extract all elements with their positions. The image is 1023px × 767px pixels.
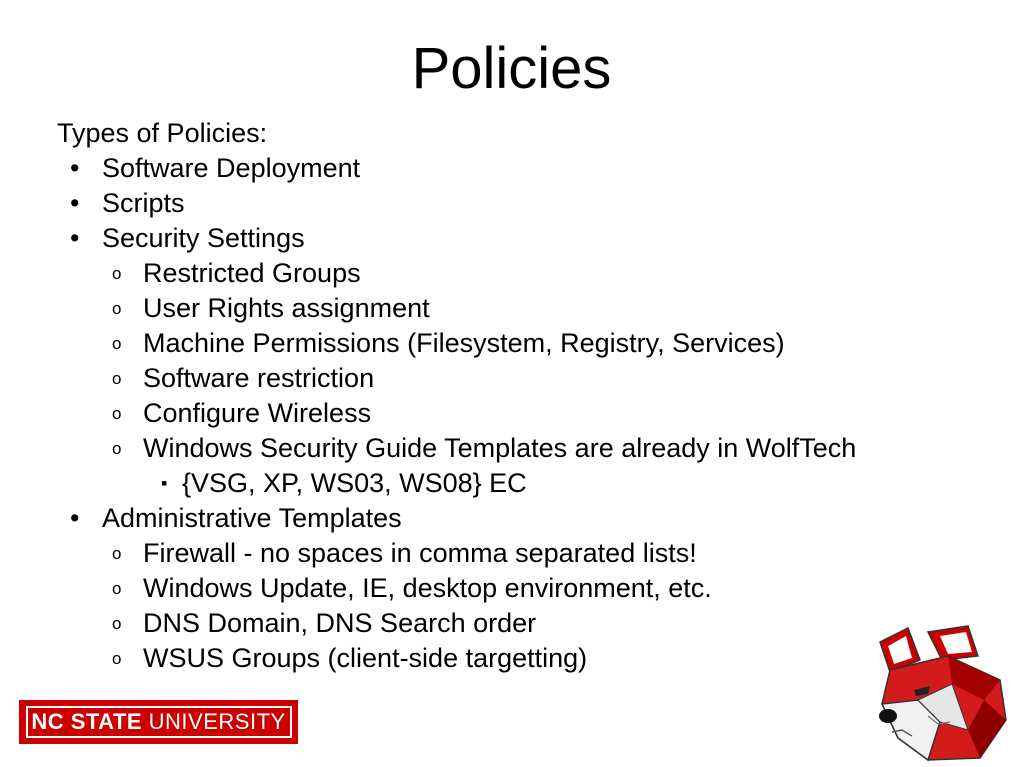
bullet-list <box>57 151 997 676</box>
list-item-text: Software restriction <box>143 363 375 393</box>
list-item-text: Scripts <box>102 188 185 218</box>
bullet-circle-icon: o <box>112 649 122 668</box>
list-item <box>57 641 997 676</box>
bullet-circle-icon: o <box>112 404 122 423</box>
logo-text-bold: NC STATE <box>31 709 143 734</box>
bullet-circle-icon: o <box>112 369 122 388</box>
list-item-text: DNS Domain, DNS Search order <box>143 608 537 638</box>
list-item <box>57 431 997 466</box>
bullet-dot-icon: • <box>70 153 80 183</box>
wolf-mascot-icon <box>868 620 1018 765</box>
list-item <box>57 221 997 256</box>
bullet-circle-icon: o <box>112 334 122 353</box>
list-item <box>57 291 997 326</box>
bullet-dot-icon: • <box>70 223 80 253</box>
list-item-text: Administrative Templates <box>102 503 402 533</box>
logo-text-regular: UNIVERSITY <box>142 709 286 734</box>
list-item-text: Software Deployment <box>102 153 361 183</box>
logo-wordmark <box>26 706 292 738</box>
list-item <box>57 151 997 186</box>
list-item-text: WSUS Groups (client-side targetting) <box>143 643 588 673</box>
list-item <box>57 571 997 606</box>
slide-content <box>57 116 997 676</box>
list-item-text: User Rights assignment <box>143 293 430 323</box>
list-item <box>57 256 997 291</box>
bullet-circle-icon: o <box>112 264 122 283</box>
list-item <box>57 501 997 536</box>
list-item <box>57 361 997 396</box>
bullet-circle-icon: o <box>112 299 122 318</box>
list-item-text: Restricted Groups <box>143 258 361 288</box>
bullet-circle-icon: o <box>112 579 122 598</box>
list-item-text: Machine Permissions (Filesystem, Registry, Services) <box>143 328 785 358</box>
bullet-dot-icon: • <box>70 188 80 218</box>
list-item <box>57 186 997 221</box>
list-item-text: Windows Update, IE, desktop environment, etc. <box>143 573 712 603</box>
list-item <box>57 536 997 571</box>
slide-title: Policies <box>411 36 612 101</box>
bullet-circle-icon: o <box>112 544 122 563</box>
list-item-text: Windows Security Guide Templates are already in WolfTech <box>143 433 857 463</box>
list-item-text: Configure Wireless <box>143 398 372 428</box>
list-item-text: Firewall - no spaces in comma separated lists! <box>143 538 697 568</box>
list-item <box>57 326 997 361</box>
list-item <box>57 396 997 431</box>
bullet-circle-icon: o <box>112 439 122 458</box>
list-item-text: {VSG, XP, WS03, WS08} EC <box>182 468 527 498</box>
bullet-dot-icon: • <box>70 503 80 533</box>
intro-text: Types of Policies: <box>57 118 268 148</box>
bullet-circle-icon: o <box>112 614 122 633</box>
list-item <box>57 466 997 501</box>
nc-state-logo <box>19 700 298 744</box>
list-item-text: Security Settings <box>102 223 305 253</box>
bullet-square-icon: ▪ <box>161 473 168 493</box>
list-item <box>57 606 997 641</box>
